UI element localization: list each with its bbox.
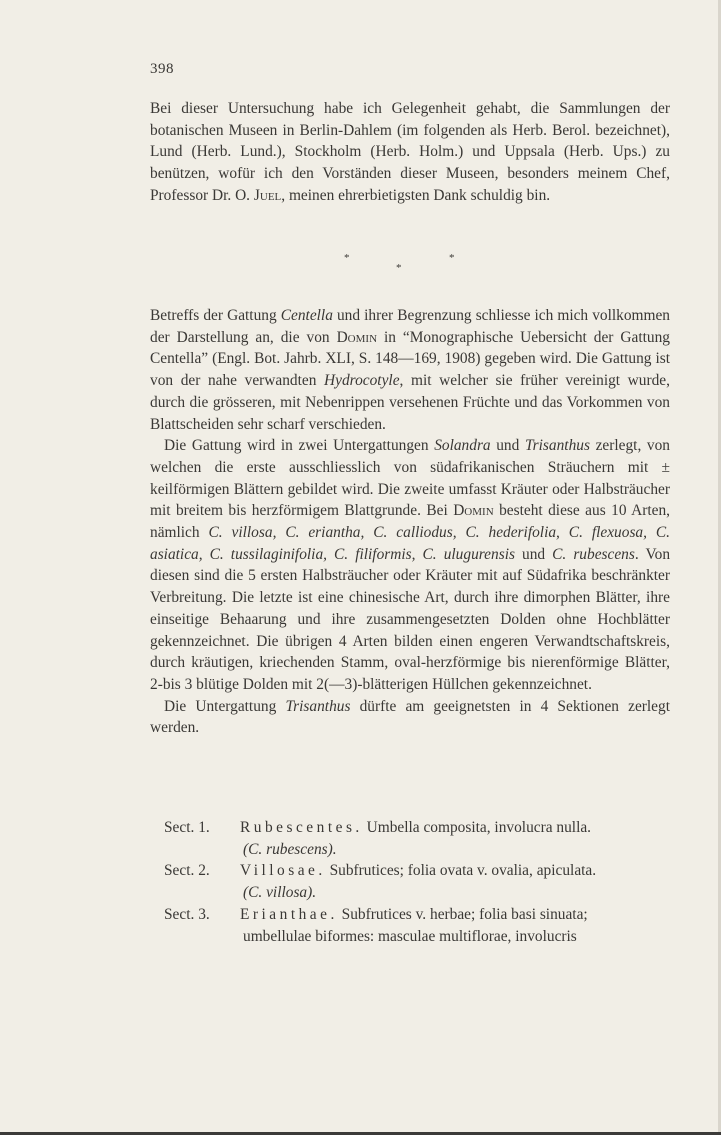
intro-text-end: , meinen ehrerbietigsten Dank schuldig bin. — [281, 186, 551, 204]
text-run: , mit welcher sie früher vereinigt wurde, durch die grösseren, mit Nebenrippen versehenen Früchte und das Vorkommen von Blattscheiden sehr scharf verschieden. — [150, 372, 670, 433]
subgenus-trisanthus: Trisanthus — [285, 697, 351, 715]
separator-star: * — [449, 252, 455, 264]
text-run: . Von diesen sind die 5 ersten Halbsträucher oder Kräuter mit auf Südafrika beschränkter Verbreitung. Die letzte ist eine chinesische Art, durch ihre dimorphen Blätter, ihre einseitige Behaarung und ihre zusammengesetzten Dolden ohne Hochblätter gekennzeichnet. Die übrigen 4 Arten bilden einen engeren Verwandtschaftskreis, durch kräutigen, kriechenden Stamm, oval-herzförmige bis nierenförmige Blätter, 2-bis 3 blütige Dolden mit 2(—3)-blätterigen Hüllchen gekennzeichnet. — [150, 545, 671, 693]
author-domin: Domin — [336, 328, 378, 346]
section-name: Rubescentes. — [240, 819, 363, 836]
author-juel: Juel — [253, 186, 282, 204]
subgenus-solandra: Solandra — [434, 437, 491, 455]
section-1 — [150, 817, 670, 839]
section-label: Sect. 3. — [164, 905, 210, 923]
text-run: und — [490, 437, 525, 455]
page-number: 398 — [150, 61, 174, 77]
text-run: in “Monographische Uebersicht der Gattung Centella” (Engl. Bot. Jahrb. XLI, S. 148—169, 1908) gegeben wird. Die Gattung ist von der nahe verwandten — [150, 328, 670, 390]
section-description: Subfrutices; folia ovata v. ovalia, apiculata. — [325, 862, 597, 880]
section-3 — [150, 904, 670, 926]
intro-text: Bei dieser Untersuchung habe ich Gelegenheit gehabt, die Sammlungen der botanischen Museen in Berlin-Dahlem (im folgenden als Herb. Berol. bezeichnet), Lund (Herb. Lund.), Stockholm (Herb. Holm.) und Uppsala (Herb. Ups.) zu benützen, wofür ich den Vorständen dieser Museen, besonders meinem Chef, Professor Dr. O. — [150, 100, 670, 204]
section-2 — [150, 860, 670, 882]
paragraph-sections-intro — [150, 696, 670, 739]
genus-centella: Centella — [280, 307, 333, 324]
section-label: Sect. 1. — [164, 819, 210, 836]
paragraph-centella — [150, 305, 670, 435]
text-run: besteht diese aus 10 Arten, nämlich — [150, 502, 670, 542]
species-rubescens: C. rubescens — [552, 545, 635, 563]
section-3-continuation: umbellulae biformes: masculae multiflorae, involucris — [243, 927, 577, 945]
text-run: zerlegt, von welchen die erste ausschliesslich von südafrikanischen Sträuchern mit ± keilförmigen Blättern gebildet wird. Die zweite umfasst Kräuter oder Halbsträucher mit breitem bis herzförmigem Blattgrunde. Bei — [150, 437, 670, 520]
author-domin: Domin — [453, 502, 494, 520]
section-description: Umbella composita, involucra nulla. — [362, 819, 592, 836]
text-run: Betreffs der Gattung — [150, 307, 281, 324]
text-run: Die Untergattung — [164, 697, 286, 715]
intro-paragraph — [150, 98, 670, 207]
text-run: dürfte am geeignetsten in 4 Sektionen zerlegt werden. — [150, 697, 670, 737]
separator-star: * — [344, 252, 350, 264]
section-1-ref: (C. rubescens). — [243, 840, 337, 858]
text-run: Die Gattung wird in zwei Untergattungen — [164, 437, 435, 455]
separator-star: * — [396, 262, 402, 274]
section-label: Sect. 2. — [164, 862, 210, 880]
paragraph-subgenera — [150, 435, 670, 695]
section-name: Villosae. — [240, 862, 326, 880]
section-2-ref: (C. villosa). — [243, 884, 317, 902]
species-list: C. villosa, C. eriantha, C. calliodus, C. hederifolia, C. flexuosa, C. asiatica, C. tussilaginifolia, C. filiformis, C. ulugurensis — [150, 524, 670, 563]
section-list — [150, 817, 670, 947]
main-text — [150, 305, 670, 739]
section-name: Erianthae. — [240, 905, 338, 923]
subgenus-trisanthus: Trisanthus — [524, 437, 590, 455]
genus-hydrocotyle: Hydrocotyle — [324, 372, 400, 390]
section-description: Subfrutices v. herbae; folia basi sinuata; — [337, 905, 588, 923]
text-run: und ihrer Begrenzung schliesse ich mich vollkommen der Darstellung an, die von — [150, 307, 670, 346]
text-run: und — [514, 545, 553, 563]
